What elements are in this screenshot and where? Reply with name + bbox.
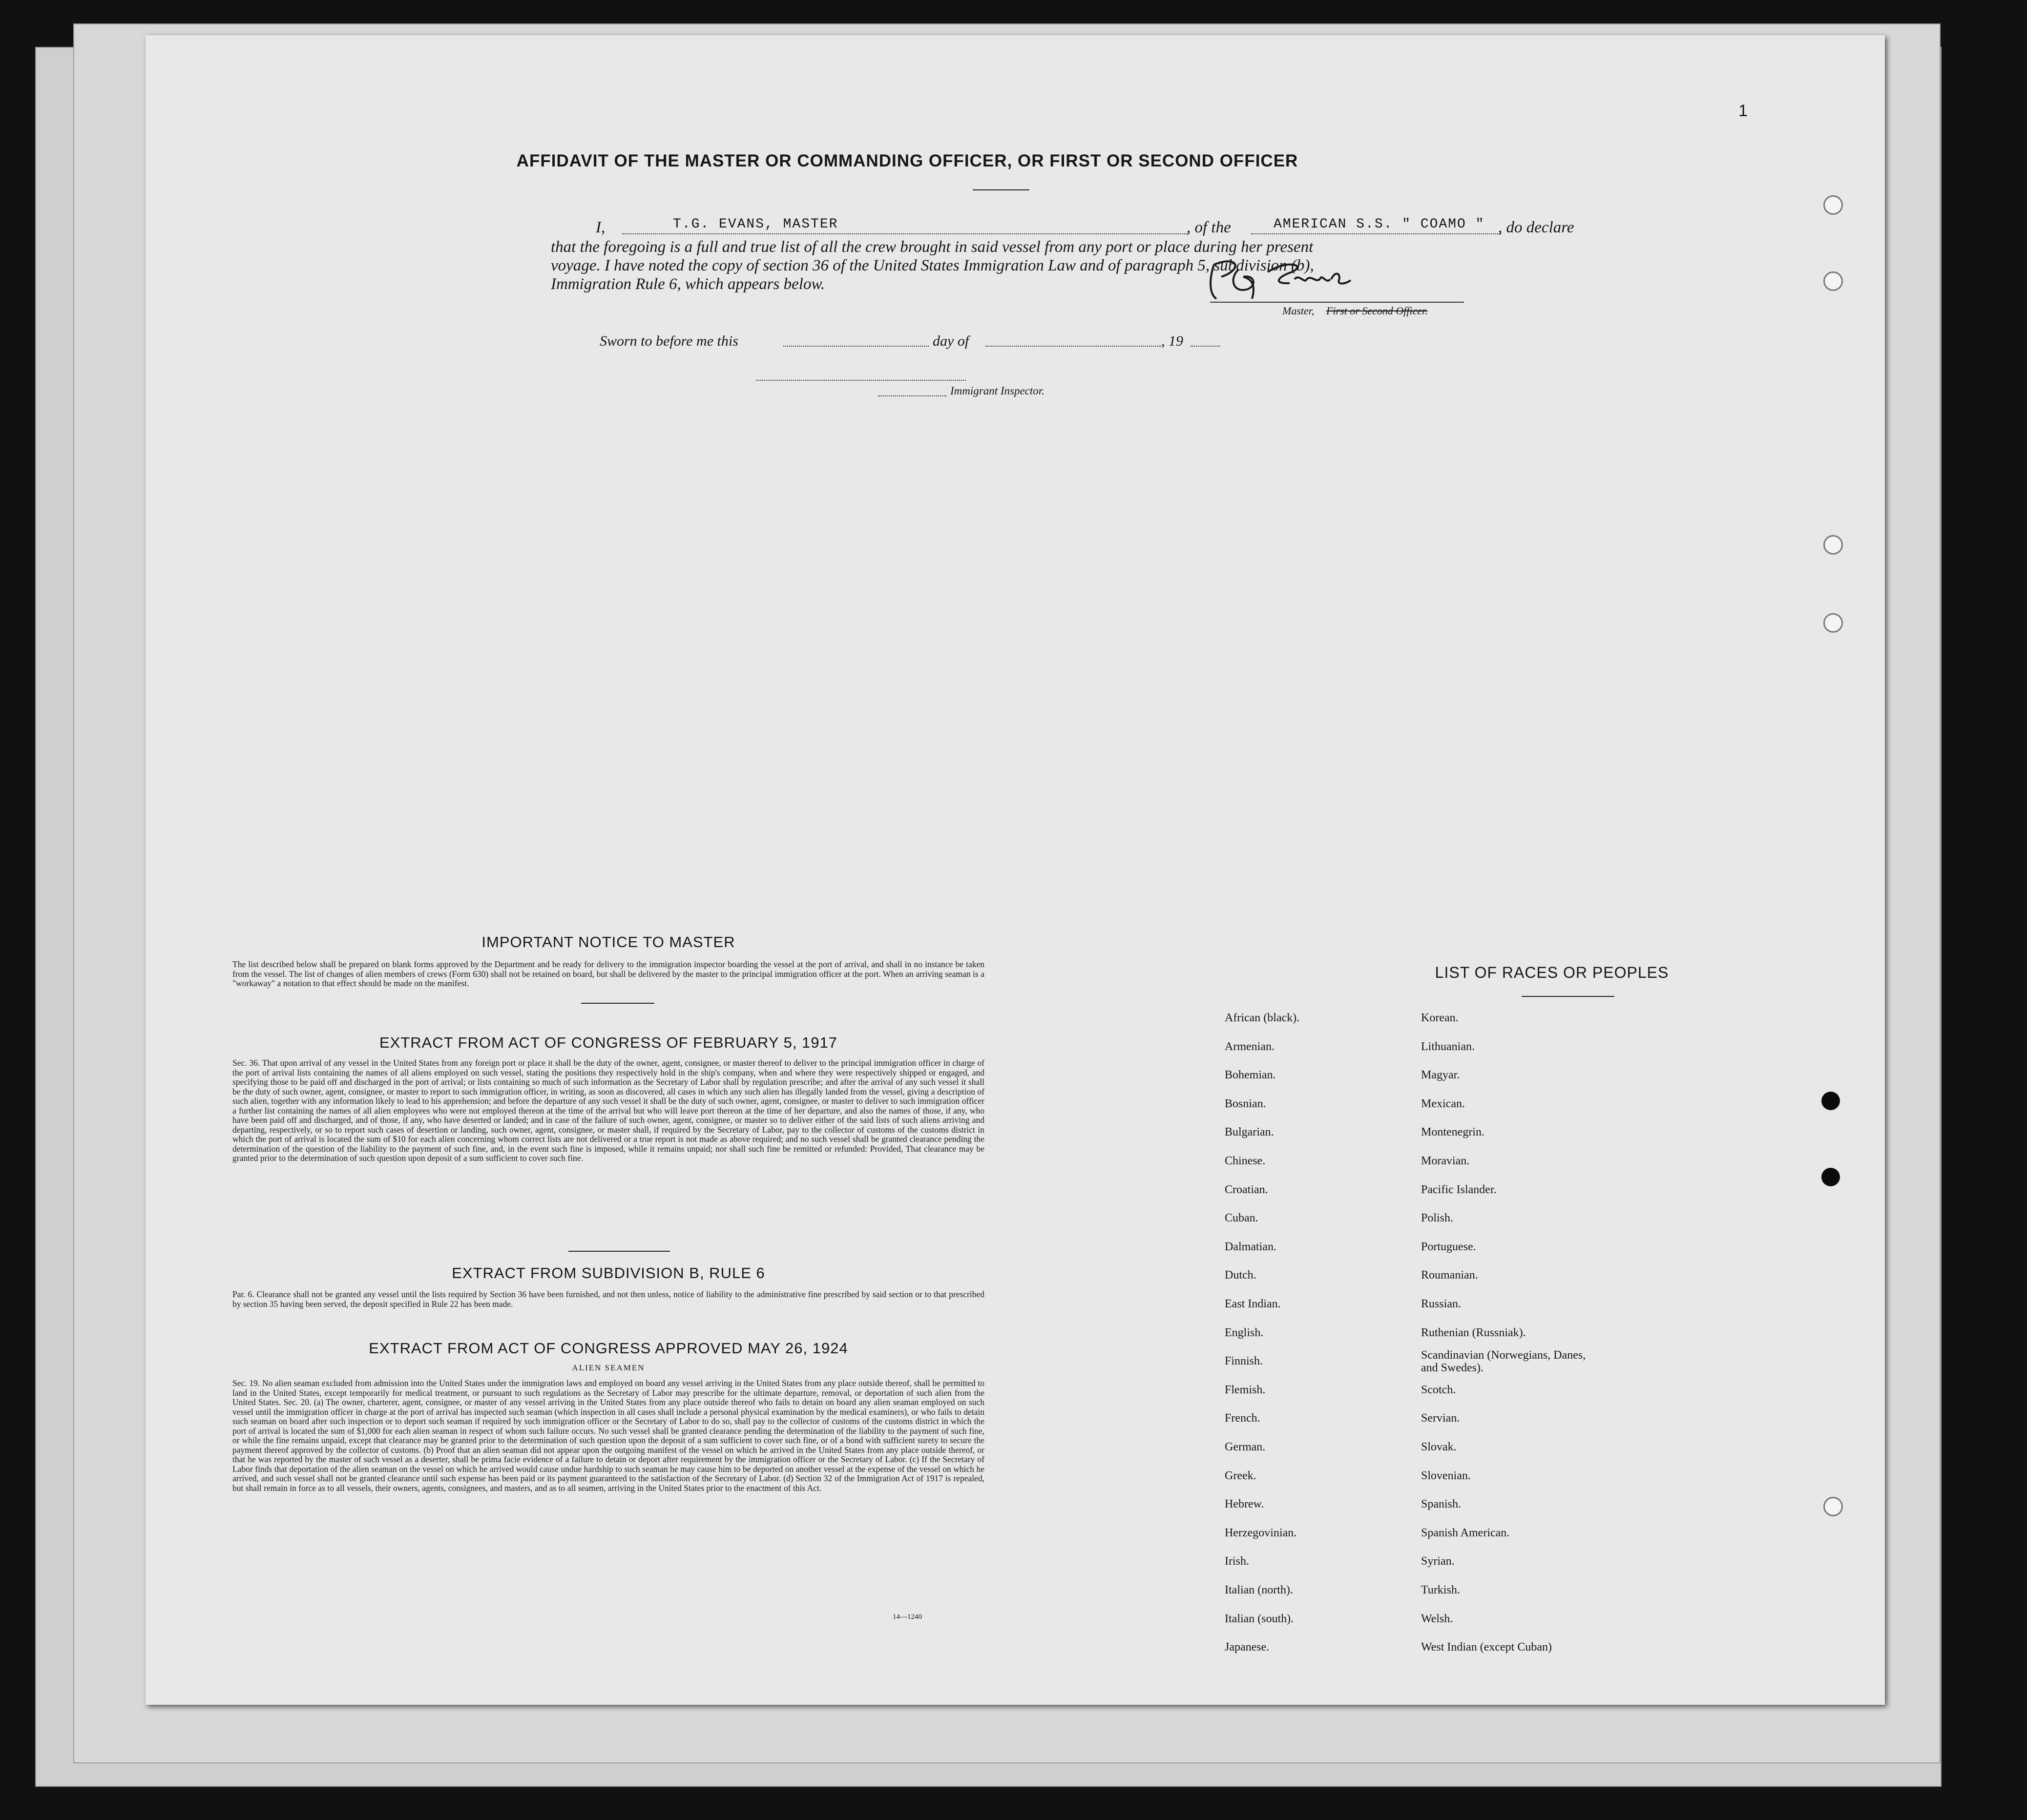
race-item: French. — [1225, 1412, 1260, 1425]
race-item: Dalmatian. — [1225, 1240, 1276, 1253]
race-item: Slovenian. — [1421, 1469, 1471, 1482]
race-item: Ruthenian (Russniak). — [1421, 1326, 1526, 1339]
vessel-name-value: AMERICAN S.S. " COAMO " — [1274, 217, 1485, 232]
inspector-label-line — [878, 395, 946, 396]
race-item: Moravian. — [1421, 1155, 1470, 1167]
race-item: Bohemian. — [1225, 1069, 1276, 1082]
race-item: Scandinavian (Norwegians, Danes, and Swedes). — [1421, 1349, 1586, 1375]
extract-1917-divider — [568, 1251, 670, 1252]
master-signature — [1194, 250, 1360, 309]
race-item: Servian. — [1421, 1412, 1460, 1425]
race-item: English. — [1225, 1326, 1264, 1339]
race-item: Cuban. — [1225, 1212, 1258, 1225]
race-item: Flemish. — [1225, 1383, 1266, 1396]
page-number: 1 — [1738, 102, 1748, 120]
affidavit-line1-prefix: I, — [596, 219, 606, 236]
sworn-day-blank — [783, 346, 929, 347]
affidavit-line3: voyage. I have noted the copy of section 36 of the United States Immigration Law and of paragraph 5, subdivision (b), — [551, 257, 1314, 274]
sworn-year: , 19 — [1161, 333, 1183, 349]
affidavit-line1-suffix: , do declare — [1498, 219, 1574, 236]
sworn-month-blank — [985, 346, 1161, 347]
race-item: Pacific Islander. — [1421, 1183, 1497, 1196]
race-item: Chinese. — [1225, 1155, 1266, 1167]
signature-label-struck: First or Second Officer. — [1326, 305, 1428, 317]
affidavit-title: AFFIDAVIT OF THE MASTER OR COMMANDING OFFICER, OR FIRST OR SECOND OFFICER — [516, 151, 1298, 170]
master-name-blank — [622, 233, 1189, 234]
notice-body: The list described below shall be prepared on blank forms approved by the Department and be ready for delivery to the immigration inspector boarding the vessel at the port of arrival, and shall in no instance be taken from the vessel. The list of changes of alien members of crews (Form 630) shall not be retained on board, but shall be delivered by the master to the principal immigration officer at the port. When an arriving seaman is a "workaway" a notation to that effect should be made on the manifest. — [232, 959, 984, 988]
race-item: Roumanian. — [1421, 1269, 1478, 1282]
affidavit-line2: that the foregoing is a full and true list of all the crew brought in said vessel from any port or place during her present — [551, 238, 1314, 256]
punch-hole-icon — [1821, 1092, 1840, 1110]
race-item: Slovak. — [1421, 1441, 1457, 1453]
race-item: Spanish American. — [1421, 1526, 1510, 1539]
punch-hole-icon — [1821, 1168, 1840, 1186]
race-item: Spanish. — [1421, 1498, 1462, 1511]
race-item: Syrian. — [1421, 1555, 1455, 1568]
extract-rule6-body: Par. 6. Clearance shall not be granted any vessel until the lists required by Section 36 have been furnished, and not then unless, notice of liability to the administrative fine prescribed by said section or to that prescribed by section 35 having been served, the deposit specified in Rule 22 has been made. — [232, 1289, 984, 1309]
race-item: Armenian. — [1225, 1040, 1275, 1053]
race-item: Welsh. — [1421, 1612, 1453, 1625]
race-item: West Indian (except Cuban) — [1421, 1641, 1552, 1654]
race-item: Herzegovinian. — [1225, 1526, 1297, 1539]
sworn-year-blank — [1191, 346, 1220, 347]
race-item: East Indian. — [1225, 1298, 1281, 1310]
race-item: Bosnian. — [1225, 1097, 1266, 1110]
inspector-label: Immigrant Inspector. — [950, 385, 1045, 397]
extract-1917-body: Sec. 36. That upon arrival of any vessel in the United States from any foreign port or place it shall be the duty of the owner, agent, consignee, or master thereof to deliver to the principal immigration officer in charge of the port of arrival lists containing the names of all aliens employed on such vessel, stating the positions they respectively hold in the ship's company, when and where they were respectively shipped or engaged, and specifying those to be paid off and discharged in the port of arrival; or lists containing so much of such information as the Secretary of Labor shall by regulation prescribe; and after the arrival of any such vessel it shall be the duty of such owner, agent, consignee, or master to report to such immigration officer, in writing, as soon as discovered, all cases in which any such alien has illegally landed from the vessel, giving a description of such alien, together with any information likely to lead to his apprehension; and before the departure of any such vessel it shall be the duty of such owner, agent, consignee, or master to deliver to such immigration officer a further list containing the names of all alien employees who were not employed thereon at the time of the arrival but who will leave port thereon at the time of her departure, and also the names of those, if any, who have been paid off and discharged, and of those, if any, who have deserted or landed; and in case of the failure of such owner, agent, consignee, or master so to deliver either of the said lists of such aliens arriving and departing, respectively, or so to report such cases of desertion or landing, such owner, agent, consignee, or master shall, if required by the Secretary of Labor, pay to the collector of customs of the customs district in which the port of arrival is located the sum of $10 for each alien concerning whom correct lists are not delivered or a true report is not made as above required; and no such vessel shall be granted clearance pending the determination of the question of the liability to the payment of such fine, and, in the event such fine is imposed, while it remains unpaid; nor shall such fine be remitted or refunded: Provided, That clearance may be granted prior to the determination of such question upon deposit of a sum sufficient to cover such fine. — [232, 1058, 984, 1163]
race-item: Italian (north). — [1225, 1584, 1293, 1596]
race-item: Mexican. — [1421, 1097, 1465, 1110]
race-item: Finnish. — [1225, 1355, 1263, 1368]
sworn-day-of: day of — [933, 333, 969, 349]
race-item: Lithuanian. — [1421, 1040, 1475, 1053]
form-number: 14—1240 — [893, 1613, 922, 1621]
race-item: German. — [1225, 1441, 1266, 1453]
race-item: Portuguese. — [1421, 1240, 1476, 1253]
notice-title: IMPORTANT NOTICE TO MASTER — [481, 933, 735, 951]
document-page — [146, 35, 1885, 1705]
signature-line — [1210, 302, 1464, 303]
affidavit-line4: Immigration Rule 6, which appears below. — [551, 275, 825, 293]
races-title: LIST OF RACES OR PEOPLES — [1435, 964, 1669, 981]
race-item: Italian (south). — [1225, 1612, 1294, 1625]
punch-hole-icon — [1823, 535, 1843, 555]
punch-hole-icon — [1823, 195, 1843, 215]
sworn-prefix: Sworn to before me this — [600, 333, 738, 349]
vessel-name-blank — [1251, 233, 1501, 234]
race-item: Greek. — [1225, 1469, 1256, 1482]
punch-hole-icon — [1823, 613, 1843, 633]
affidavit-of-the: , of the — [1187, 219, 1231, 236]
extract-1924-body: Sec. 19. No alien seaman excluded from admission into the United States under the immigration laws and employed on board any vessel arriving in the United States from any place outside thereof, shall be permitted to land in the United States, except temporarily for medical treatment, or pursuant to such regulations as the Secretary of Labor may prescribe for the ultimate departure, removal, or deportation of such alien from the United States. Sec. 20. (a) The owner, charterer, agent, consignee, or master of any vessel arriving in the United States from any place outside thereof who fails to detain on board any alien seaman employed on such vessel until the immigration officer in charge at the port of arrival has inspected such seaman (which inspection in all cases shall include a personal physical examination by the medical examiners), or who fails to detain such seaman on board after such inspection or to deport such seaman if required by such immigration officer or the Secretary of Labor to do so, shall pay to the collector of customs of the customs district in which the port of arrival is located the sum of $1,000 for each alien seaman in respect of whom such failure occurs. No such vessel shall be granted clearance pending the determination of the liability to the payment of such fine, or while the fine remains unpaid, except that clearance may be granted prior to the determination of such question upon the deposit of a sum sufficient to cover such fine, or of a bond with sufficient surety to secure the payment thereof approved by the collector of customs. (b) Proof that an alien seaman did not appear upon the outgoing manifest of the vessel on which he arrived in the United States from any place outside thereof, or that he was reported by the master of such vessel as a deserter, shall be prima facie evidence of a failure to detain or deport after requirement by the immigration officer or the Secretary of Labor. (c) If the Secretary of Labor finds that deportation of the alien seaman on the vessel on which he arrived would cause undue hardship to such seaman he may cause him to be deported on another vessel at the expense of the vessel on which he arrived, and such vessel shall not be granted clearance until such expense has been paid or its payment guaranteed to the satisfaction of the Secretary of Labor. (d) Section 32 of the Immigration Act of 1917 is repealed, but shall remain in force as to all vessels, their owners, agents, consignees, and masters, and as to all seamen, arriving in the United States prior to the enactment of this Act. — [232, 1378, 984, 1493]
inspector-signature-blank — [756, 380, 966, 381]
race-item: Montenegrin. — [1421, 1126, 1484, 1139]
race-item: Russian. — [1421, 1298, 1462, 1310]
master-name-value: T.G. EVANS, MASTER — [673, 217, 838, 232]
signature-label-master: Master, — [1282, 305, 1315, 317]
race-item: Hebrew. — [1225, 1498, 1264, 1511]
notice-divider — [581, 1003, 654, 1004]
race-item: African (black). — [1225, 1012, 1300, 1024]
race-item: Croatian. — [1225, 1183, 1268, 1196]
alien-seamen-subtitle: ALIEN SEAMEN — [572, 1363, 645, 1372]
race-item: Polish. — [1421, 1212, 1454, 1225]
extract-1917-title: EXTRACT FROM ACT OF CONGRESS OF FEBRUARY 5, 1917 — [379, 1034, 838, 1051]
races-title-underline — [1522, 996, 1614, 997]
race-item: Korean. — [1421, 1012, 1459, 1024]
race-item: Scotch. — [1421, 1383, 1456, 1396]
race-item: Bulgarian. — [1225, 1126, 1274, 1139]
punch-hole-icon — [1823, 1497, 1843, 1516]
punch-hole-icon — [1823, 271, 1843, 291]
race-item: Magyar. — [1421, 1069, 1460, 1082]
race-item: Irish. — [1225, 1555, 1249, 1568]
extract-1924-title: EXTRACT FROM ACT OF CONGRESS APPROVED MAY 26, 1924 — [369, 1340, 848, 1357]
race-item: Turkish. — [1421, 1584, 1460, 1596]
affidavit-title-underline — [973, 189, 1029, 190]
race-item: Japanese. — [1225, 1641, 1270, 1654]
extract-rule6-title: EXTRACT FROM SUBDIVISION B, RULE 6 — [452, 1264, 765, 1282]
race-item: Dutch. — [1225, 1269, 1256, 1282]
